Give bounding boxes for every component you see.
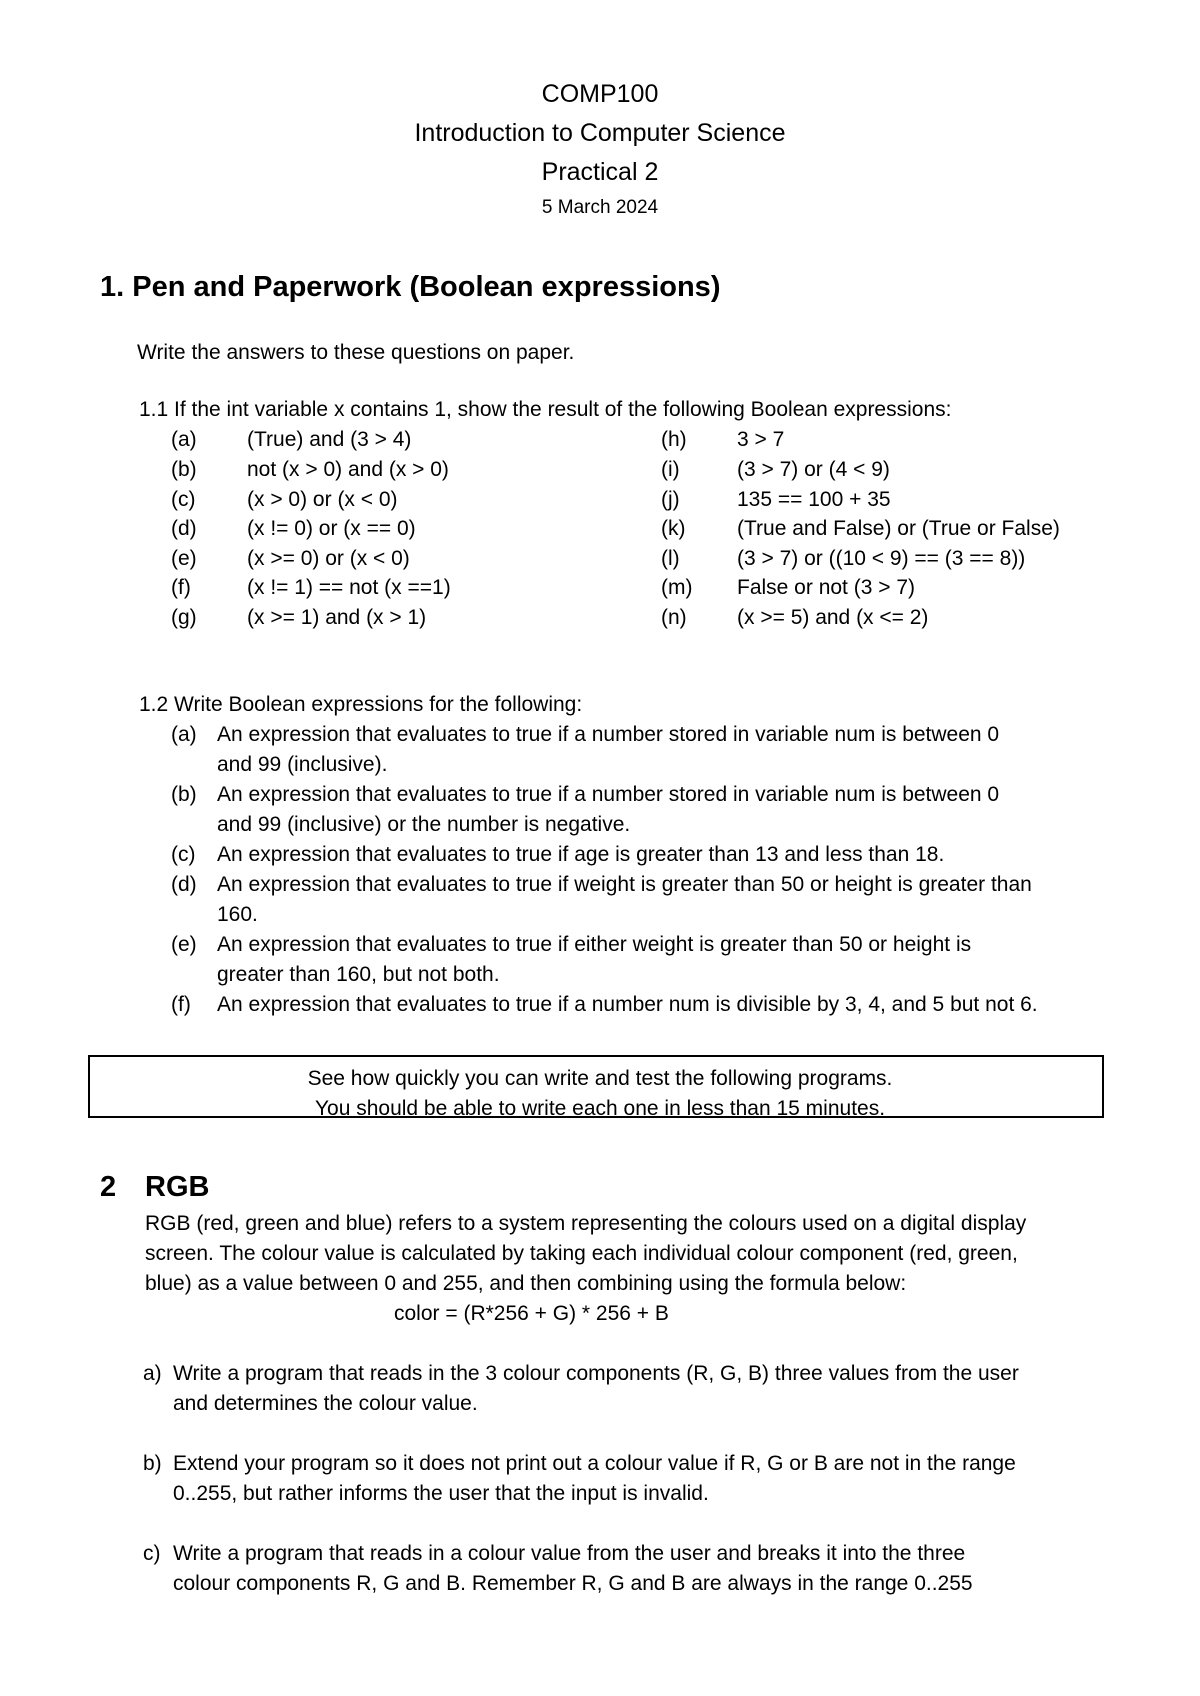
date: 5 March 2024 bbox=[541, 197, 659, 218]
item-label: (e) bbox=[171, 933, 197, 956]
item-expression: (x >= 5) and (x <= 2) bbox=[737, 606, 929, 629]
task-text-line: Write a program that reads in a colour value from the user and breaks it into the three bbox=[173, 1542, 966, 1565]
item-expression: (3 > 7) or (4 < 9) bbox=[737, 458, 890, 481]
task-text-line: and determines the colour value. bbox=[173, 1392, 478, 1415]
item-label: (l) bbox=[661, 547, 680, 570]
item-text-line: An expression that evaluates to true if a number stored in variable num is between 0 bbox=[217, 783, 1000, 806]
item-label: (f) bbox=[171, 993, 191, 1016]
section2-intro-line: RGB (red, green and blue) refers to a system representing the colours used on a digital display bbox=[145, 1212, 1027, 1235]
rgb-formula: color = (R*256 + G) * 256 + B bbox=[394, 1302, 669, 1325]
item-expression: not (x > 0) and (x > 0) bbox=[247, 458, 449, 481]
item-expression: (True and False) or (True or False) bbox=[737, 517, 1060, 540]
notice-line: See how quickly you can write and test the following programs. bbox=[307, 1067, 893, 1090]
item-label: (b) bbox=[171, 783, 197, 806]
item-text-line: An expression that evaluates to true if a number num is divisible by 3, 4, and 5 but not 6. bbox=[217, 993, 1038, 1016]
item-label: (g) bbox=[171, 606, 197, 629]
practical-title: Practical 2 bbox=[541, 158, 659, 186]
task-label: a) bbox=[143, 1362, 162, 1385]
item-label: (d) bbox=[171, 517, 197, 540]
item-text-line: An expression that evaluates to true if weight is greater than 50 or height is greater than bbox=[217, 873, 1032, 896]
item-text-line: An expression that evaluates to true if either weight is greater than 50 or height is bbox=[217, 933, 972, 956]
item-text-line: An expression that evaluates to true if age is greater than 13 and less than 18. bbox=[217, 843, 945, 866]
item-expression: (x != 1) == not (x ==1) bbox=[247, 576, 451, 599]
item-label: (i) bbox=[661, 458, 680, 481]
item-label: (c) bbox=[171, 843, 196, 866]
task-text-line: colour components R, G and B. Remember R, G and B are always in the range 0..255 bbox=[173, 1572, 973, 1595]
item-expression: 135 == 100 + 35 bbox=[737, 488, 891, 511]
item-expression: (3 > 7) or ((10 < 9) == (3 == 8)) bbox=[737, 547, 1026, 570]
item-expression: (True) and (3 > 4) bbox=[247, 428, 412, 451]
section2-intro-line: blue) as a value between 0 and 255, and then combining using the formula below: bbox=[145, 1272, 907, 1295]
item-label: (d) bbox=[171, 873, 197, 896]
section1-instruction: Write the answers to these questions on paper. bbox=[137, 341, 575, 364]
item-expression: (x >= 1) and (x > 1) bbox=[247, 606, 427, 629]
section2-intro-line: screen. The colour value is calculated by taking each individual colour component (red, green, bbox=[145, 1242, 1018, 1265]
item-label: (b) bbox=[171, 458, 197, 481]
item-expression: (x != 0) or (x == 0) bbox=[247, 517, 416, 540]
task-text-line: Extend your program so it does not print out a colour value if R, G or B are not in the range bbox=[173, 1452, 1016, 1475]
item-expression: (x >= 0) or (x < 0) bbox=[247, 547, 410, 570]
item-label: (k) bbox=[661, 517, 686, 540]
item-expression: 3 > 7 bbox=[737, 428, 785, 451]
item-label: (e) bbox=[171, 547, 197, 570]
section2-title: RGB bbox=[145, 1171, 210, 1203]
task-label: c) bbox=[143, 1542, 161, 1565]
question-1-2-prompt: 1.2 Write Boolean expressions for the following: bbox=[139, 693, 583, 716]
item-label: (m) bbox=[661, 576, 693, 599]
question-1-1-prompt: 1.1 If the int variable x contains 1, show the result of the following Boolean expressions: bbox=[139, 398, 952, 421]
item-label: (h) bbox=[661, 428, 687, 451]
item-label: (j) bbox=[661, 488, 680, 511]
section1-heading: 1. Pen and Paperwork (Boolean expressions) bbox=[100, 271, 721, 303]
item-label: (a) bbox=[171, 723, 197, 746]
item-text-line: greater than 160, but not both. bbox=[217, 963, 500, 986]
task-text-line: Write a program that reads in the 3 colour components (R, G, B) three values from the user bbox=[173, 1362, 1019, 1385]
course-title: Introduction to Computer Science bbox=[414, 119, 786, 147]
item-label: (c) bbox=[171, 488, 196, 511]
item-expression: (x > 0) or (x < 0) bbox=[247, 488, 398, 511]
notice-line: You should be able to write each one in less than 15 minutes. bbox=[314, 1097, 886, 1120]
task-text-line: 0..255, but rather informs the user that the input is invalid. bbox=[173, 1482, 709, 1505]
task-label: b) bbox=[143, 1452, 162, 1475]
item-text-line: and 99 (inclusive) or the number is negative. bbox=[217, 813, 631, 836]
item-label: (n) bbox=[661, 606, 687, 629]
item-text-line: An expression that evaluates to true if a number stored in variable num is between 0 bbox=[217, 723, 1000, 746]
course-code: COMP100 bbox=[541, 80, 659, 108]
item-text-line: and 99 (inclusive). bbox=[217, 753, 388, 776]
item-label: (a) bbox=[171, 428, 197, 451]
section2-number: 2 bbox=[100, 1171, 117, 1203]
item-text-line: 160. bbox=[217, 903, 258, 926]
item-expression: False or not (3 > 7) bbox=[737, 576, 915, 599]
item-label: (f) bbox=[171, 576, 191, 599]
